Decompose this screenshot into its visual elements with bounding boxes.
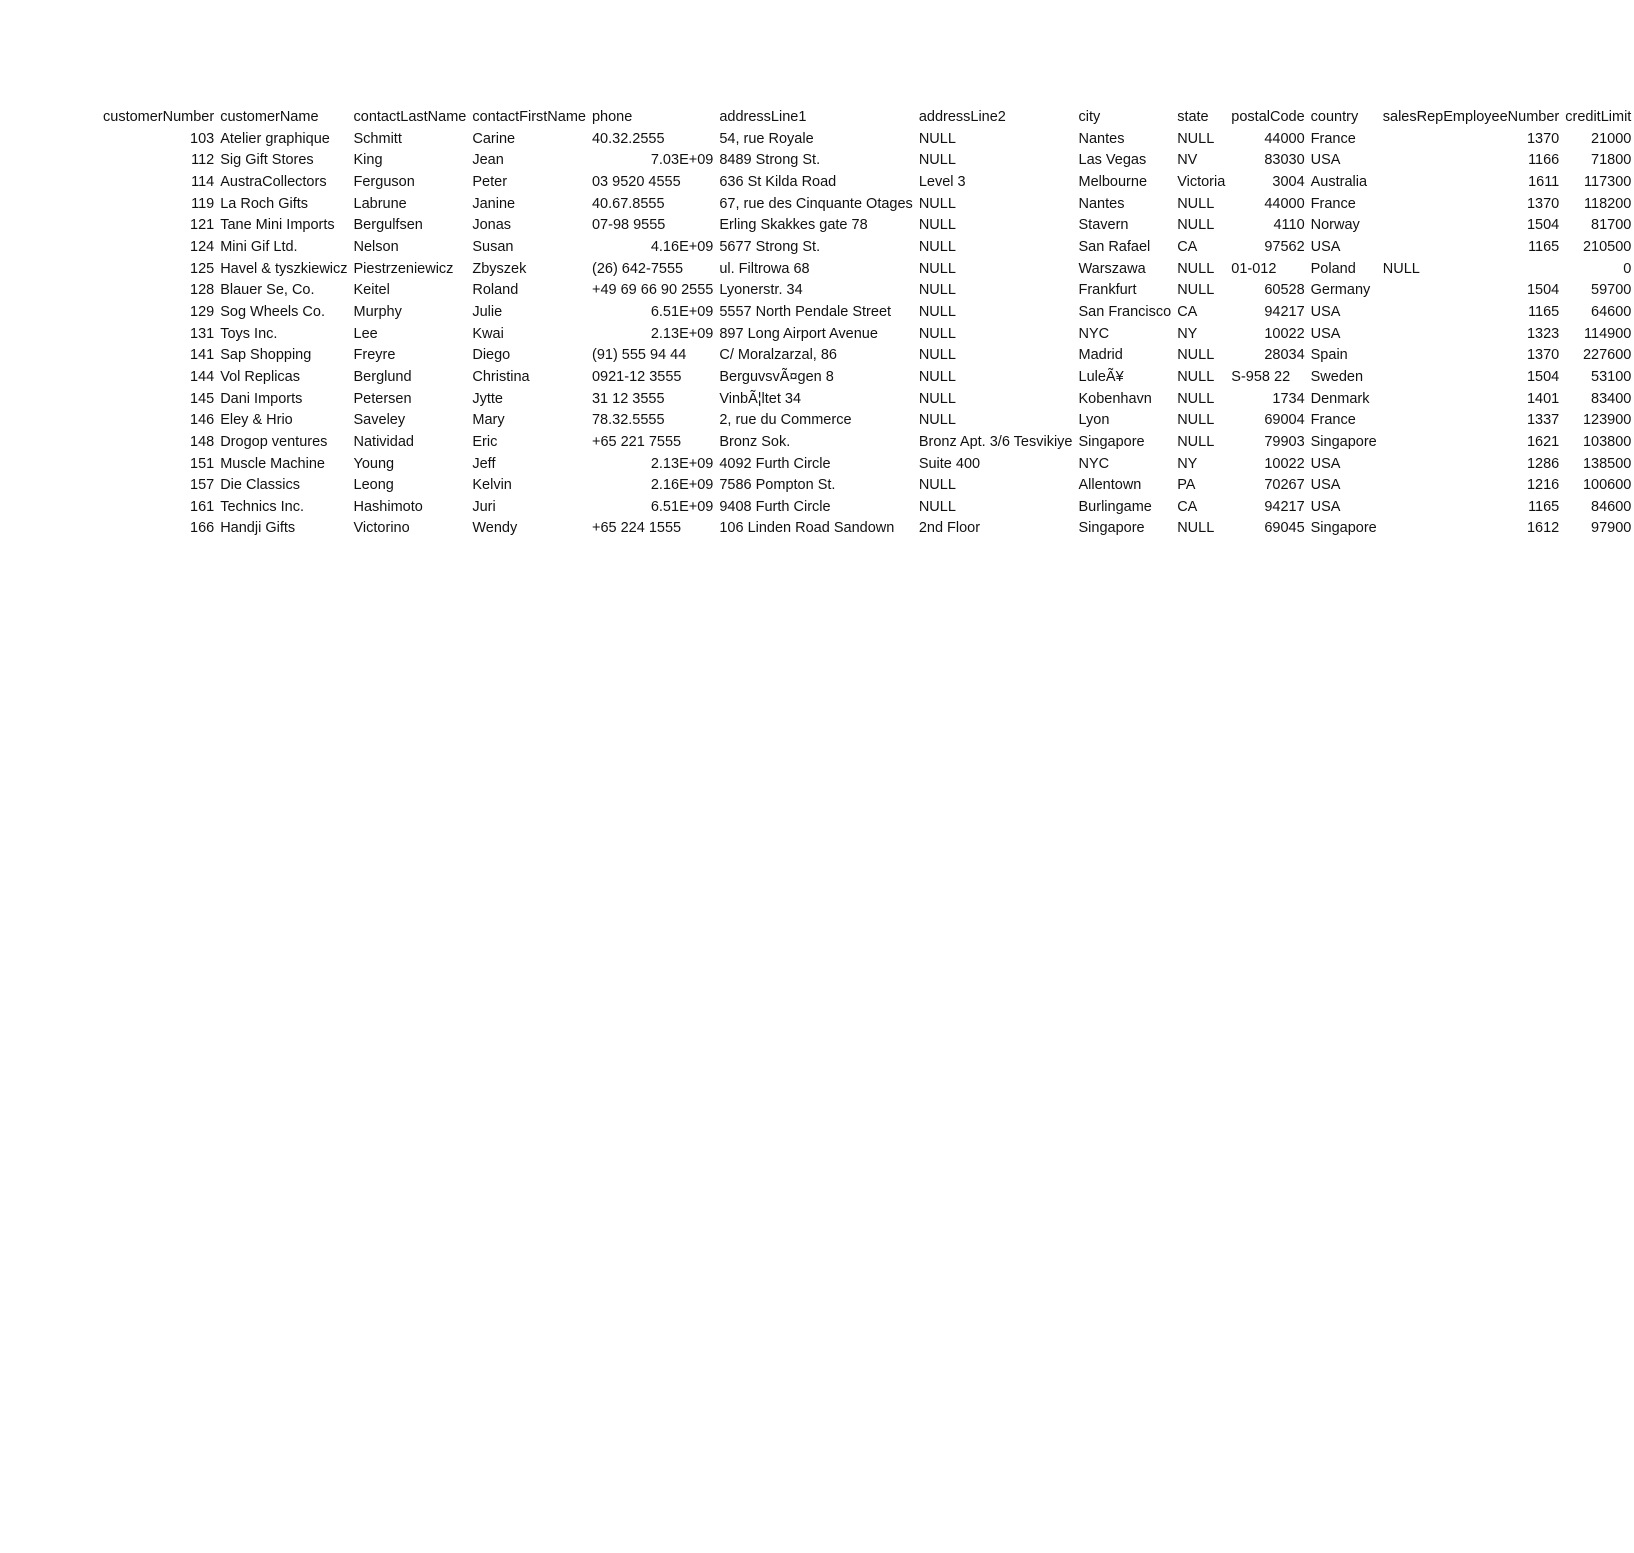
table-cell: Warszawa bbox=[1078, 260, 1146, 277]
table-cell: Zbyszek bbox=[472, 260, 527, 277]
table-cell: 64600 bbox=[1591, 303, 1632, 320]
column-header: addressLine1 bbox=[719, 109, 807, 125]
table-cell: 124 bbox=[190, 238, 215, 255]
table-cell: 07-98 9555 bbox=[591, 217, 666, 234]
table-cell: 103800 bbox=[1582, 433, 1632, 450]
table-cell: NULL bbox=[1177, 260, 1215, 277]
table-cell: 71800 bbox=[1591, 152, 1632, 169]
table-cell: 70267 bbox=[1264, 477, 1305, 494]
table-cell: 148 bbox=[190, 433, 215, 450]
table-cell: Peter bbox=[472, 173, 508, 190]
table-cell: NULL bbox=[1382, 260, 1420, 277]
table-cell: 1621 bbox=[1526, 433, 1560, 450]
table-cell: 1323 bbox=[1526, 325, 1560, 342]
table-cell: France bbox=[1310, 195, 1356, 212]
table-cell: 83400 bbox=[1591, 390, 1632, 407]
table-cell: 106 Linden Road Sandown bbox=[719, 520, 895, 537]
table-cell: 1216 bbox=[1526, 477, 1560, 494]
table-cell: 83030 bbox=[1264, 152, 1305, 169]
table-cell: 0921-12 3555 bbox=[591, 368, 682, 385]
table-cell: NULL bbox=[1177, 217, 1215, 234]
table-cell: Jonas bbox=[472, 217, 512, 234]
table-cell: NULL bbox=[918, 303, 956, 320]
table-cell: +65 221 7555 bbox=[591, 433, 682, 450]
table-cell: San Rafael bbox=[1078, 238, 1151, 255]
column-header: contactLastName bbox=[353, 109, 467, 125]
table-cell: 69045 bbox=[1264, 520, 1305, 537]
table-cell: 114 bbox=[191, 173, 215, 190]
table-cell: NV bbox=[1177, 152, 1198, 169]
table-cell: Burlingame bbox=[1078, 498, 1152, 515]
table-cell: USA bbox=[1310, 325, 1341, 342]
table-cell: 8489 Strong St. bbox=[719, 152, 821, 169]
table-cell: Jean bbox=[472, 152, 504, 169]
table-cell: Stavern bbox=[1078, 217, 1129, 234]
table-cell: NY bbox=[1177, 325, 1198, 342]
table-cell: 118200 bbox=[1584, 195, 1632, 212]
table-cell: NYC bbox=[1078, 325, 1110, 342]
table-cell: 161 bbox=[190, 498, 215, 515]
column-header: phone bbox=[591, 109, 633, 125]
column-header: customerName bbox=[220, 109, 319, 125]
table-cell: Julie bbox=[472, 303, 503, 320]
table-cell: 4110 bbox=[1273, 217, 1305, 234]
table-cell: La Roch Gifts bbox=[220, 195, 309, 212]
table-cell: Eric bbox=[472, 433, 498, 450]
table-cell: 01-012 bbox=[1231, 260, 1277, 277]
table-cell: Havel & tyszkiewicz bbox=[220, 260, 348, 277]
table-cell: Natividad bbox=[353, 433, 414, 450]
table-cell: 53100 bbox=[1591, 368, 1632, 385]
table-cell: +65 224 1555 bbox=[591, 520, 682, 537]
table-cell: NULL bbox=[918, 217, 956, 234]
table-cell: 5677 Strong St. bbox=[719, 238, 821, 255]
table-cell: 40.67.8555 bbox=[591, 195, 665, 212]
table-cell: Saveley bbox=[353, 412, 406, 429]
table-cell: NULL bbox=[1177, 347, 1215, 364]
table-cell: NULL bbox=[918, 260, 956, 277]
table-cell: 81700 bbox=[1591, 217, 1632, 234]
table-cell: Eley & Hrio bbox=[220, 412, 293, 429]
table-cell: Diego bbox=[472, 347, 511, 364]
table-cell: 897 Long Airport Avenue bbox=[719, 325, 878, 342]
table-cell: (26) 642-7555 bbox=[591, 260, 684, 277]
table-cell: LuleÃ¥ bbox=[1078, 368, 1124, 385]
table-row bbox=[100, 497, 1634, 519]
table-cell: Piestrzeniewicz bbox=[353, 260, 454, 277]
table-cell: 227600 bbox=[1582, 347, 1632, 364]
table-cell: France bbox=[1310, 412, 1356, 429]
table-cell: NULL bbox=[918, 325, 956, 342]
table-cell: 97562 bbox=[1264, 238, 1305, 255]
table-row bbox=[100, 345, 1634, 367]
table-cell: 129 bbox=[190, 303, 215, 320]
table-cell: Nantes bbox=[1078, 195, 1125, 212]
table-cell: Victorino bbox=[353, 520, 410, 537]
table-cell: NULL bbox=[1177, 130, 1215, 147]
table-cell: 138500 bbox=[1582, 455, 1632, 472]
table-cell: Petersen bbox=[353, 390, 412, 407]
table-cell: Frankfurt bbox=[1078, 282, 1137, 299]
table-cell: NULL bbox=[918, 152, 956, 169]
table-cell: 1504 bbox=[1526, 368, 1560, 385]
table-cell: NULL bbox=[1177, 282, 1215, 299]
table-cell: 94217 bbox=[1264, 498, 1305, 515]
table-row bbox=[100, 129, 1634, 151]
table-cell: Poland bbox=[1310, 260, 1356, 277]
table-cell: 146 bbox=[190, 412, 215, 429]
column-header: salesRepEmployeeNumber bbox=[1382, 109, 1560, 125]
table-cell: Murphy bbox=[353, 303, 402, 320]
table-cell: 112 bbox=[191, 152, 215, 169]
table-cell: NULL bbox=[1177, 520, 1215, 537]
table-cell: VinbÃ¦ltet 34 bbox=[719, 390, 802, 407]
column-header: postalCode bbox=[1231, 109, 1305, 125]
table-cell: BerguvsvÃ¤gen 8 bbox=[719, 368, 834, 385]
table-cell: Melbourne bbox=[1078, 173, 1148, 190]
table-cell: 157 bbox=[190, 477, 215, 494]
table-cell: USA bbox=[1310, 477, 1341, 494]
table-cell: 97900 bbox=[1591, 520, 1632, 537]
table-cell: Leong bbox=[353, 477, 394, 494]
table-cell: 54, rue Royale bbox=[719, 130, 814, 147]
header-row bbox=[100, 107, 1634, 129]
table-cell: Jytte bbox=[472, 390, 503, 407]
table-cell: 1337 bbox=[1526, 412, 1560, 429]
table-cell: Technics Inc. bbox=[220, 498, 305, 515]
table-cell: Norway bbox=[1310, 217, 1360, 234]
table-cell: Kwai bbox=[472, 325, 504, 342]
table-cell: NULL bbox=[918, 238, 956, 255]
table-cell: 78.32.5555 bbox=[591, 412, 665, 429]
table-cell: (91) 555 94 44 bbox=[591, 347, 687, 364]
table-cell: 2, rue du Commerce bbox=[719, 412, 852, 429]
table-cell: 1286 bbox=[1526, 455, 1560, 472]
table-cell: 7586 Pompton St. bbox=[719, 477, 836, 494]
table-cell: 1165 bbox=[1528, 498, 1560, 515]
table-cell: Hashimoto bbox=[353, 498, 423, 515]
table-cell: Toys Inc. bbox=[220, 325, 278, 342]
table-cell: S-958 22 bbox=[1231, 368, 1291, 385]
column-header: addressLine2 bbox=[918, 109, 1006, 125]
table-cell: 28034 bbox=[1264, 347, 1305, 364]
table-cell: 60528 bbox=[1264, 282, 1305, 299]
table-cell: Sig Gift Stores bbox=[220, 152, 314, 169]
table-cell: 4092 Furth Circle bbox=[719, 455, 831, 472]
spreadsheet bbox=[100, 107, 1634, 540]
table-cell: 141 bbox=[190, 347, 215, 364]
table-cell: 5557 North Pendale Street bbox=[719, 303, 892, 320]
table-cell: 114900 bbox=[1584, 325, 1632, 342]
table-cell: Labrune bbox=[353, 195, 407, 212]
table-cell: 6.51E+09 bbox=[650, 498, 714, 515]
table-cell: NULL bbox=[918, 498, 956, 515]
table-row bbox=[100, 454, 1634, 476]
table-cell: 100600 bbox=[1582, 477, 1632, 494]
table-row bbox=[100, 215, 1634, 237]
table-cell: 166 bbox=[190, 520, 215, 537]
table-cell: 84600 bbox=[1591, 498, 1632, 515]
table-cell: 7.03E+09 bbox=[650, 152, 714, 169]
table-cell: Kelvin bbox=[472, 477, 512, 494]
table-cell: 3004 bbox=[1272, 173, 1305, 190]
column-header: city bbox=[1078, 109, 1101, 125]
table-cell: Handji Gifts bbox=[220, 520, 296, 537]
table-row bbox=[100, 367, 1634, 389]
table-cell: Nantes bbox=[1078, 130, 1125, 147]
table-cell: Janine bbox=[472, 195, 516, 212]
table-cell: NYC bbox=[1078, 455, 1110, 472]
table-cell: CA bbox=[1177, 238, 1198, 255]
table-row bbox=[100, 475, 1634, 497]
table-cell: Lyonerstr. 34 bbox=[719, 282, 803, 299]
table-cell: NULL bbox=[918, 390, 956, 407]
table-cell: 145 bbox=[190, 390, 215, 407]
table-cell: 21000 bbox=[1591, 130, 1632, 147]
table-cell: Freyre bbox=[353, 347, 396, 364]
table-cell: 1165 bbox=[1528, 303, 1560, 320]
table-cell: AustraCollectors bbox=[220, 173, 327, 190]
table-cell: USA bbox=[1310, 238, 1341, 255]
table-cell: 6.51E+09 bbox=[650, 303, 714, 320]
table-cell: 9408 Furth Circle bbox=[719, 498, 831, 515]
table-cell: 131 bbox=[190, 325, 215, 342]
table-cell: USA bbox=[1310, 152, 1341, 169]
table-cell: 44000 bbox=[1264, 130, 1305, 147]
table-cell: Blauer Se, Co. bbox=[220, 282, 315, 299]
table-cell: Mary bbox=[472, 412, 505, 429]
table-cell: 128 bbox=[190, 282, 215, 299]
column-header: contactFirstName bbox=[472, 109, 586, 125]
table-cell: 40.32.2555 bbox=[591, 130, 665, 147]
table-cell: Allentown bbox=[1078, 477, 1142, 494]
table-row bbox=[100, 280, 1634, 302]
table-cell: 1612 bbox=[1526, 520, 1560, 537]
table-cell: 4.16E+09 bbox=[650, 238, 714, 255]
table-row bbox=[100, 259, 1634, 281]
table-cell: 125 bbox=[190, 260, 215, 277]
table-cell: 94217 bbox=[1264, 303, 1305, 320]
table-cell: NULL bbox=[918, 282, 956, 299]
table-cell: Singapore bbox=[1078, 433, 1145, 450]
table-row bbox=[100, 237, 1634, 259]
table-row bbox=[100, 302, 1634, 324]
table-cell: Dani Imports bbox=[220, 390, 303, 407]
table-cell: 1401 bbox=[1526, 390, 1560, 407]
table-cell: 119 bbox=[191, 195, 215, 212]
table-cell: 44000 bbox=[1264, 195, 1305, 212]
table-cell: Mini Gif Ltd. bbox=[220, 238, 298, 255]
table-cell: 123900 bbox=[1582, 412, 1632, 429]
table-cell: Berglund bbox=[353, 368, 412, 385]
table-cell: NULL bbox=[1177, 412, 1215, 429]
table-cell: USA bbox=[1310, 455, 1341, 472]
table-cell: San Francisco bbox=[1078, 303, 1172, 320]
table-cell: NULL bbox=[1177, 433, 1215, 450]
table-row bbox=[100, 389, 1634, 411]
table-body bbox=[100, 129, 1634, 540]
table-cell: Juri bbox=[472, 498, 496, 515]
table-cell: Jeff bbox=[472, 455, 496, 472]
table-cell: Lee bbox=[353, 325, 378, 342]
table-row bbox=[100, 150, 1634, 172]
table-cell: NULL bbox=[918, 130, 956, 147]
table-cell: 1504 bbox=[1526, 217, 1560, 234]
table-cell: 151 bbox=[190, 455, 215, 472]
table-cell: CA bbox=[1177, 498, 1198, 515]
table-cell: Germany bbox=[1310, 282, 1371, 299]
table-cell: Level 3 bbox=[918, 173, 966, 190]
table-cell: Drogop ventures bbox=[220, 433, 328, 450]
column-header: customerNumber bbox=[103, 109, 215, 125]
table-cell: Tane Mini Imports bbox=[220, 217, 335, 234]
customers-table bbox=[100, 107, 1634, 540]
table-cell: Australia bbox=[1310, 173, 1368, 190]
table-cell: 210500 bbox=[1582, 238, 1632, 255]
table-row bbox=[100, 518, 1634, 540]
table-cell: NULL bbox=[918, 195, 956, 212]
table-cell: Spain bbox=[1310, 347, 1348, 364]
table-cell: NY bbox=[1177, 455, 1198, 472]
table-cell: King bbox=[353, 152, 383, 169]
table-cell: 121 bbox=[190, 217, 215, 234]
table-cell: NULL bbox=[918, 412, 956, 429]
table-cell: 2.13E+09 bbox=[650, 325, 714, 342]
table-cell: 103 bbox=[190, 130, 215, 147]
table-cell: 79903 bbox=[1264, 433, 1305, 450]
table-cell: +49 69 66 90 2555 bbox=[591, 282, 714, 299]
table-cell: USA bbox=[1310, 303, 1341, 320]
table-cell: 10022 bbox=[1264, 455, 1305, 472]
table-row bbox=[100, 324, 1634, 346]
table-cell: Bronz Sok. bbox=[719, 433, 791, 450]
table-cell: NULL bbox=[1177, 195, 1215, 212]
table-cell: Kobenhavn bbox=[1078, 390, 1152, 407]
table-cell: NULL bbox=[918, 347, 956, 364]
table-cell: USA bbox=[1310, 498, 1341, 515]
table-cell: France bbox=[1310, 130, 1356, 147]
table-cell: 1370 bbox=[1526, 195, 1560, 212]
table-cell: 67, rue des Cinquante Otages bbox=[719, 195, 913, 212]
table-cell: C/ Moralzarzal, 86 bbox=[719, 347, 837, 364]
table-cell: Carine bbox=[472, 130, 516, 147]
table-cell: Muscle Machine bbox=[220, 455, 325, 472]
table-cell: Bronz Apt. 3/6 Tesvikiye bbox=[918, 433, 1073, 450]
table-cell: Denmark bbox=[1310, 390, 1370, 407]
table-cell: 636 St Kilda Road bbox=[719, 173, 837, 190]
table-cell: 0 bbox=[1623, 260, 1632, 277]
column-header: state bbox=[1177, 109, 1209, 125]
table-cell: 1734 bbox=[1272, 390, 1305, 407]
table-cell: Singapore bbox=[1310, 520, 1377, 537]
table-cell: CA bbox=[1177, 303, 1198, 320]
table-cell: Sweden bbox=[1310, 368, 1364, 385]
table-cell: NULL bbox=[1177, 390, 1215, 407]
table-row bbox=[100, 432, 1634, 454]
table-cell: Lyon bbox=[1078, 412, 1110, 429]
table-cell: Madrid bbox=[1078, 347, 1123, 364]
table-cell: Susan bbox=[472, 238, 514, 255]
table-cell: ul. Filtrowa 68 bbox=[719, 260, 810, 277]
table-cell: NULL bbox=[1177, 368, 1215, 385]
table-cell: 2.16E+09 bbox=[650, 477, 714, 494]
table-cell: Wendy bbox=[472, 520, 518, 537]
table-cell: 03 9520 4555 bbox=[591, 173, 681, 190]
table-cell: 1165 bbox=[1528, 238, 1560, 255]
table-cell: 144 bbox=[190, 368, 215, 385]
table-cell: 1370 bbox=[1526, 347, 1560, 364]
table-row bbox=[100, 194, 1634, 216]
table-cell: Young bbox=[353, 455, 395, 472]
table-cell: Victoria bbox=[1177, 173, 1226, 190]
table-cell: NULL bbox=[918, 368, 956, 385]
table-cell: PA bbox=[1177, 477, 1196, 494]
table-cell: Christina bbox=[472, 368, 530, 385]
table-cell: 1370 bbox=[1526, 130, 1560, 147]
table-cell: 2.13E+09 bbox=[650, 455, 714, 472]
table-cell: Singapore bbox=[1078, 520, 1145, 537]
table-cell: 2nd Floor bbox=[918, 520, 981, 537]
table-cell: Sap Shopping bbox=[220, 347, 312, 364]
table-cell: Singapore bbox=[1310, 433, 1377, 450]
table-cell: 117300 bbox=[1584, 173, 1632, 190]
table-cell: 1166 bbox=[1528, 152, 1560, 169]
table-cell: 1504 bbox=[1526, 282, 1560, 299]
table-cell: Atelier graphique bbox=[220, 130, 330, 147]
table-cell: Ferguson bbox=[353, 173, 415, 190]
table-cell: 59700 bbox=[1591, 282, 1632, 299]
table-row bbox=[100, 410, 1634, 432]
table-cell: Suite 400 bbox=[918, 455, 981, 472]
table-cell: Vol Replicas bbox=[220, 368, 300, 385]
table-cell: Roland bbox=[472, 282, 519, 299]
column-header: country bbox=[1310, 109, 1359, 125]
table-cell: Keitel bbox=[353, 282, 390, 299]
table-cell: 1611 bbox=[1528, 173, 1560, 190]
table-cell: 10022 bbox=[1264, 325, 1305, 342]
table-cell: Las Vegas bbox=[1078, 152, 1147, 169]
table-cell: Erling Skakkes gate 78 bbox=[719, 217, 868, 234]
column-header: creditLimit bbox=[1565, 109, 1632, 125]
table-cell: Bergulfsen bbox=[353, 217, 423, 234]
table-cell: NULL bbox=[918, 477, 956, 494]
table-cell: Nelson bbox=[353, 238, 399, 255]
table-cell: 69004 bbox=[1264, 412, 1305, 429]
table-cell: Schmitt bbox=[353, 130, 402, 147]
table-row bbox=[100, 172, 1634, 194]
table-cell: Sog Wheels Co. bbox=[220, 303, 325, 320]
table-cell: Die Classics bbox=[220, 477, 300, 494]
table-cell: 31 12 3555 bbox=[591, 390, 665, 407]
